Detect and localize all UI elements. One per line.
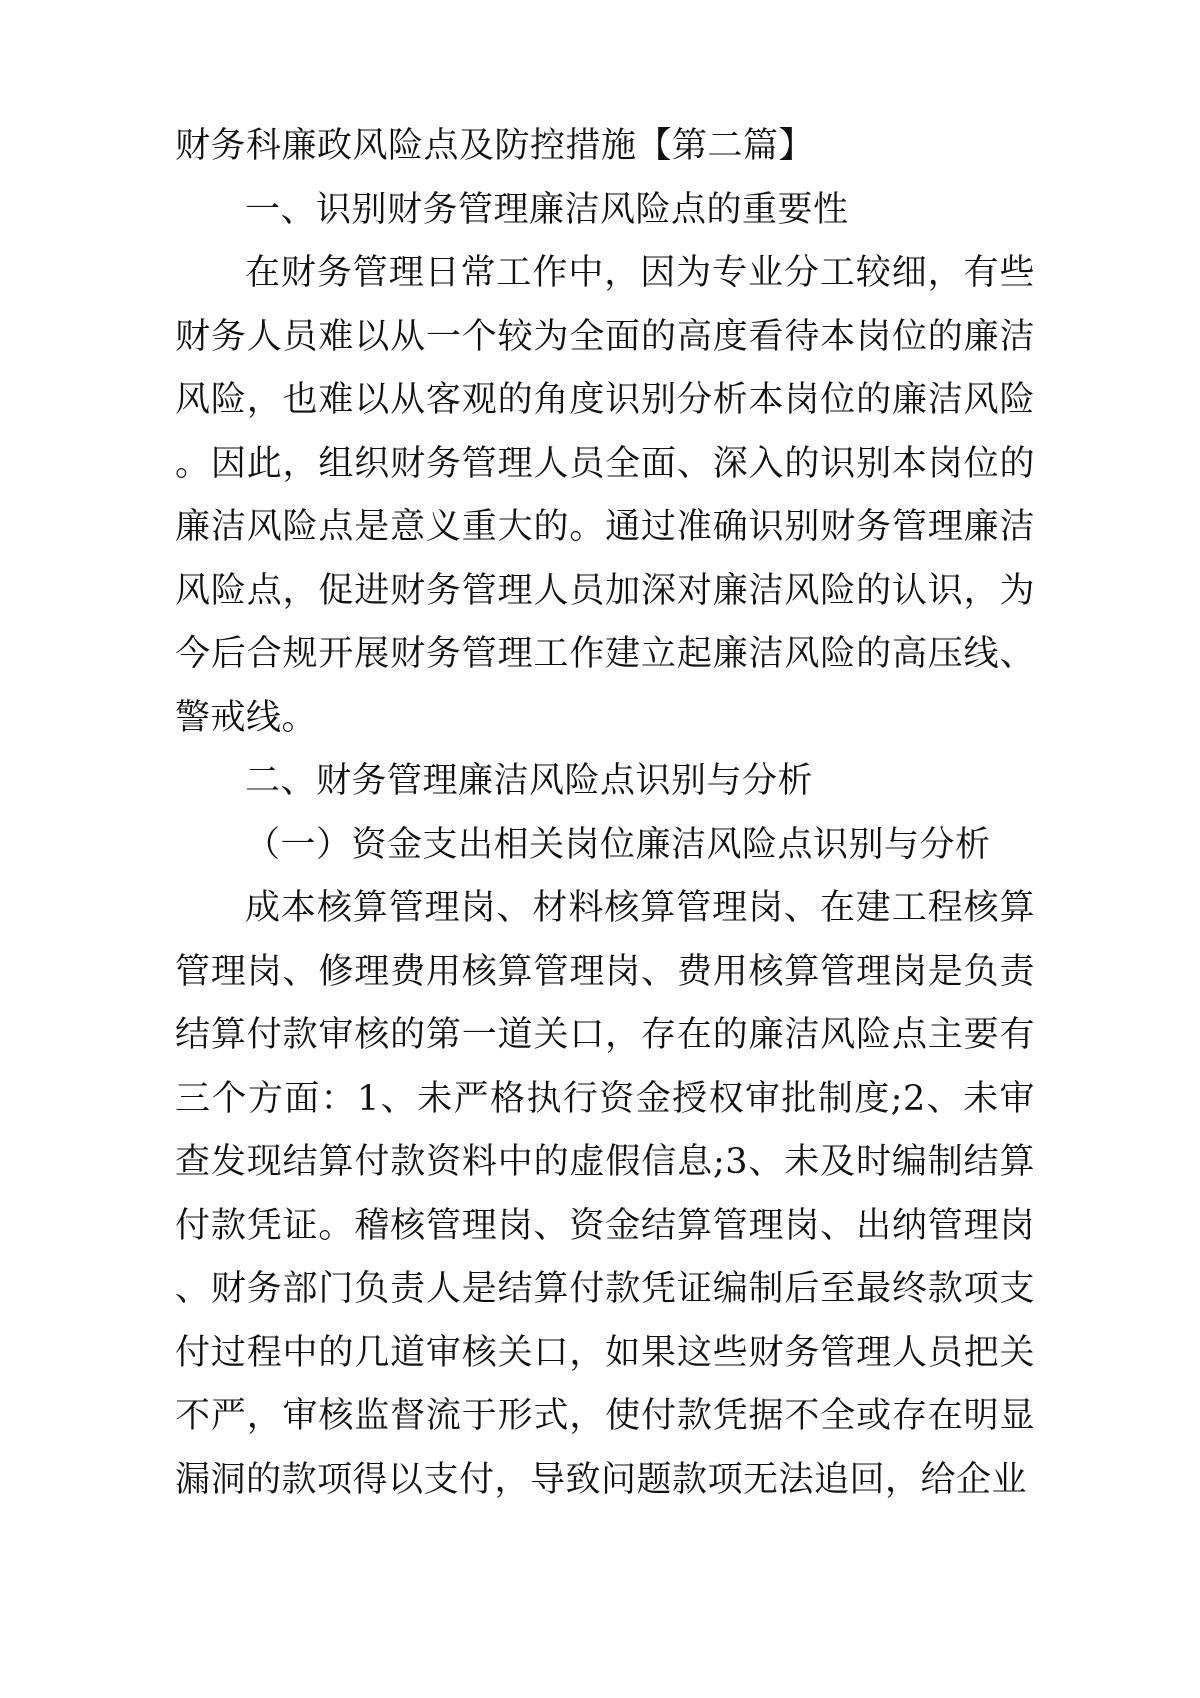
subsection-1-paragraph: 成本核算管理岗、材料核算管理岗、在建工程核算管理岗、修理费用核算管理岗、费用核算管理岗是负责结算付款审核的第一道关口，存在的廉洁风险点主要有三个方面：1、未严格执行资金授权审批制度;2、未审查发现结算付款资料中的虚假信息;3、未及时编制结算付款凭证。稽核管理岗、资金结算管理岗、出纳管理岗、财务部门负责人是结算付款凭证编制后至最终款项支付过程中的几道审核关口，如果这些财务管理人员把关不严，审核监督流于形式，使付款凭据不全或存在明显漏洞的款项得以支付，导致问题款项无法追回，给企业 (175, 888, 1035, 1500)
section-1-heading: 一、识别财务管理廉洁风险点的重要性 (245, 189, 849, 230)
section-1-paragraph: 在财务管理日常工作中，因为专业分工较细，有些财务人员难以从一个较为全面的高度看待本岗位的廉洁风险，也难以从客观的角度识别分析本岗位的廉洁风险。因此，组织财务管理人员全面、深入的识别本岗位的廉洁风险点是意义重大的。通过准确识别财务管理廉洁风险点，促进财务管理人员加深对廉洁风险的认识，为今后合规开展财务管理工作建立起廉洁风险的高压线、警戒线。 (175, 253, 1035, 738)
document-body (175, 115, 1035, 1512)
section-2-heading: 二、财务管理廉洁风险点识别与分析 (245, 761, 814, 801)
subsection-1-heading: （一）资金支出相关岗位廉洁风险点识别与分析 (245, 824, 991, 865)
document-title: 财务科廉政风险点及防控措施【第二篇】 (175, 126, 815, 166)
